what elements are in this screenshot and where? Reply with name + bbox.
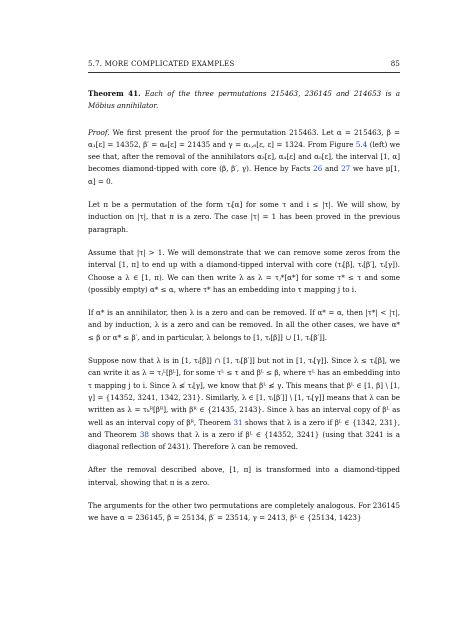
- induction-paragraph: Let π be a permutation of the form τᵢ[α] for some τ and i ≤ |τ|. We will show, by induction on |τ|, that π is a zero. The case |τ| = 1 has been proved in the previous paragraph.: [88, 200, 400, 234]
- proof-text-c: and: [322, 164, 342, 174]
- suppose-paragraph: [88, 355, 400, 453]
- suppose-text-b: shows that λ is a zero if βᴸ ∈ {1342, 231}, and Theorem: [88, 417, 400, 439]
- theorem-41: [88, 88, 400, 113]
- fact-ref-26-link[interactable]: 26: [313, 164, 323, 174]
- proof-text-d: we have μ[1, α] = 0.: [88, 164, 400, 186]
- proof-paragraph: [88, 127, 400, 188]
- theorem-ref-31-link[interactable]: 31: [233, 417, 243, 427]
- theorem-ref-38-link[interactable]: 38: [139, 429, 149, 439]
- removal-paragraph: After the removal described above, [1, π] is transformed into a diamond-tipped interval, showing that π is a zero.: [88, 465, 400, 487]
- theorem-statement: Each of the three permutations 215463, 236145 and 214653 is a Möbius annihilator.: [88, 89, 400, 111]
- annihilator-paragraph: If α* is an annihilator, then λ is a zero and can be removed. If α* = α, then |τ*| < |τ|, and by induction, λ is a zero and can be removed. In all the other cases, we have α* ≤ β or α* ≤ β′, and in particular, λ belongs to [1, τᵢ[β]] ∪ [1, τᵢ[β′]].: [88, 308, 400, 342]
- suppose-text-c: shows that λ is a zero if βᴸ ∈ {14352, 3241} (using that 3241 is a diagonal reflection of 2431). Therefore λ can be removed.: [88, 429, 400, 452]
- theorem-label: Theorem 41.: [88, 89, 141, 98]
- assume-paragraph: Assume that |τ| > 1. We will demonstrate that we can remove some zeros from the interval [1, π] to end up with a diamond-tipped interval with core (τᵢ[β], τᵢ[β′], τᵢ[γ]). Choose a λ ∈ [1, π). We can then write λ as λ = τⱼ*[α*] for some τ* ≤ τ and some (possibly empty) α* ≤ α, where τ* has an embedding into τ mapping j to i.: [88, 247, 400, 294]
- fact-ref-27-link[interactable]: 27: [341, 164, 351, 174]
- header-rule: [88, 72, 400, 73]
- figure-ref-link[interactable]: 5.4: [355, 139, 368, 149]
- proof-label: Proof.: [88, 127, 110, 137]
- running-header: [88, 60, 400, 68]
- proof-text-a: We first present the proof for the permutation 215463. Let α = 215463, β = α₁[ε] = 14352, β′ = α₆[ε] = 21435 and γ = α₁,₆[ε, ε] = 1324. From Figure: [88, 127, 400, 149]
- suppose-text-a: Suppose now that λ is in [1, τᵢ[β]] ∩ [1, τᵢ[β′]] but not in [1, τᵢ[γ]]. Since λ ≤ τᵢ[β], we can write it as λ = τⱼᴸ[βᴸ], for some τᴸ ≤ τ and βᴸ ≤ β, where τᴸ has an embedding into τ mapping j to i. Since λ ≰ τᵢ[γ], we know that βᴸ ≰ γ. This means that βᴸ ∈ [1, β] \ [1, γ] = {14352, 3241, 1342, 231}. Similarly, λ ∈ [1, τᵢ[β′]] \ [1, τᵢ[γ]] means that λ can be written as λ = τₖᴿ[βᴿ], with βᴿ ∈ {21435, 2143}. Since λ has an interval copy of βᴸ as well as an interval copy of βᴿ, Theorem: [88, 356, 400, 427]
- section-title: 5.7. MORE COMPLICATED EXAMPLES: [88, 60, 235, 68]
- page-number: 85: [390, 60, 400, 68]
- page-body: [88, 88, 400, 536]
- proof-text-b: (left) we see that, after the removal of the annihilators α₃[ε], α₄[ε] and α₅[ε], the interval [1, α] becomes diamond-tipped with core (β, β′, γ). Hence by Facts: [88, 139, 400, 174]
- analogous-paragraph: The arguments for the other two permutations are completely analogous. For 236145 we have α = 236145, β = 25134, β′ = 23514, γ = 2413, βᴸ ∈ {25134, 1423}: [88, 501, 400, 523]
